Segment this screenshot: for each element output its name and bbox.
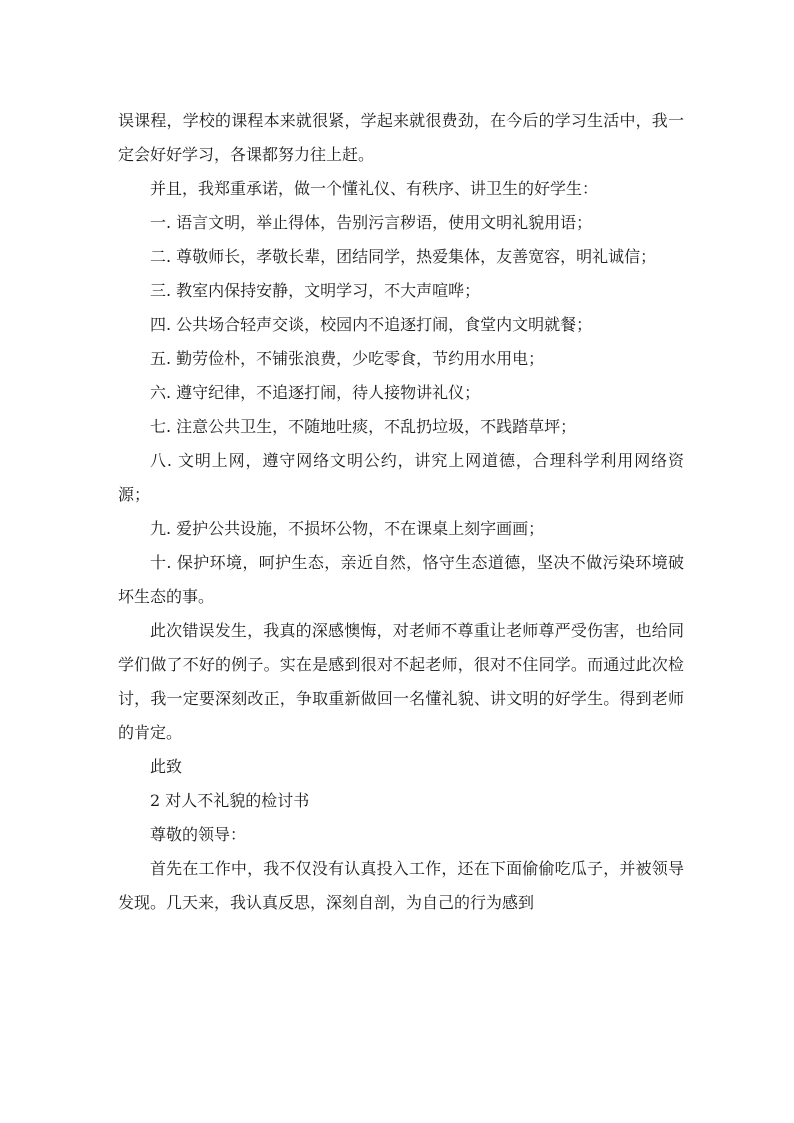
paragraph: 此次错误发生，我真的深感懊悔，对老师不尊重让老师尊严受伤害，也给同学们做了不好的例子。实在是感到很对不起老师，很对不住同学。而通过此次检讨，我一定要深刻改正，争取重新做回一名懂礼貌、讲文明的好学生。得到老师的肯定。 (118, 621, 684, 742)
list-item: 九. 爱护公共设施，不损坏公物，不在课桌上刻字画画； (150, 519, 545, 538)
paragraph: 首先在工作中，我不仅没有认真投入工作，还在下面偷偷吃瓜子，并被领导发现。几天来，我认真反思，深刻自剖，为自己的行为感到 (118, 859, 684, 912)
list-item: 四. 公共场合轻声交谈，校园内不追逐打闹，食堂内文明就餐； (150, 315, 593, 334)
paragraph: 误课程，学校的课程本来就很紧，学起来就很费劲，在今后的学习生活中，我一定会好好学习，各课都努力往上赶。 (118, 111, 684, 164)
list-item: 八. 文明上网，遵守网络文明公约，讲究上网道德，合理科学利用网络资源； (118, 451, 684, 504)
list-item: 一. 语言文明，举止得体，告别污言秽语，使用文明礼貌用语； (150, 213, 593, 232)
greeting: 尊敬的领导： (150, 825, 247, 844)
section-heading: 2 对人不礼貌的检讨书 (150, 791, 310, 810)
closing-salutation: 此致 (150, 757, 183, 776)
list-item: 六. 遵守纪律，不追逐打闹，待人接物讲礼仪； (150, 383, 481, 402)
list-item: 二. 尊敬师长，孝敬长辈，团结同学，热爱集体，友善宽容，明礼诚信； (150, 247, 657, 266)
paragraph: 并且，我郑重承诺，做一个懂礼仪、有秩序、讲卫生的好学生： (150, 179, 599, 198)
list-item: 十. 保护环境，呵护生态，亲近自然，恪守生态道德，坚决不做污染环境破坏生态的事。 (118, 553, 684, 606)
list-item: 七. 注意公共卫生，不随地吐痰，不乱扔垃圾，不践踏草坪； (150, 417, 577, 436)
list-item: 三. 教室内保持安静，文明学习，不大声喧哗； (150, 281, 481, 300)
document-body (118, 104, 684, 920)
list-item: 五. 勤劳俭朴，不铺张浪费，少吃零食，节约用水用电； (150, 349, 545, 368)
